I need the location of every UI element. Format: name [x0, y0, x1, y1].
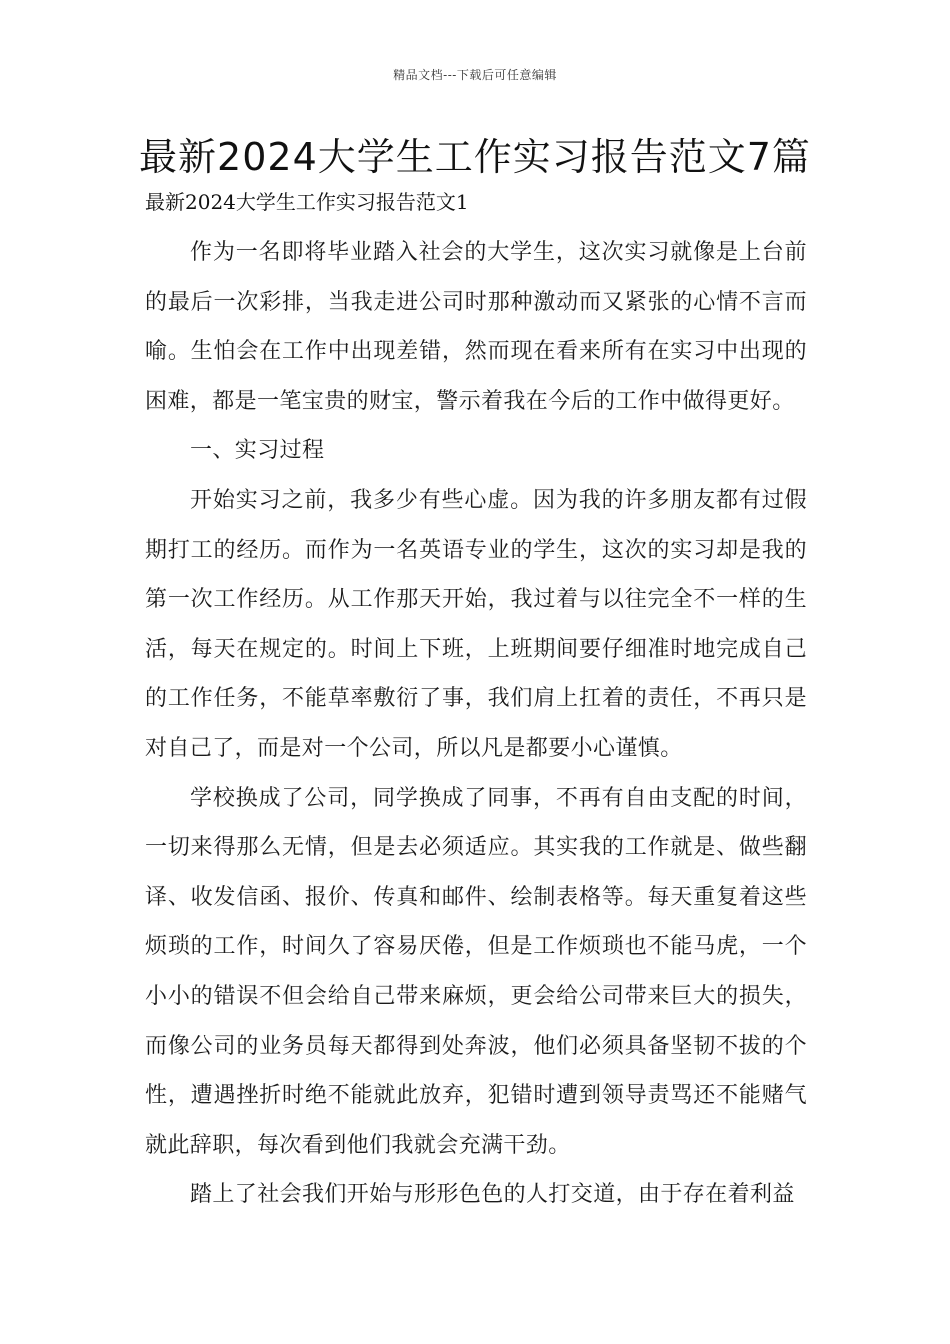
section-heading-process: 一、实习过程 — [190, 438, 325, 464]
header-note: 精品文档---下载后可任意编辑 — [393, 68, 557, 82]
document-title: 最新2024大学生工作实习报告范文7篇 — [139, 135, 811, 179]
document-body — [145, 228, 807, 1220]
paragraph-intro: 作为一名即将毕业踏入社会的大学生，这次实习就像是上台前的最后一次彩排，当我走进公司时那种激动而又紧张的心情不言而喻。生怕会在工作中出现差错，然而现在看来所有在实习中出现的困难，都是一笔宝贵的财宝，警示着我在今后的工作中做得更好。 — [145, 240, 807, 414]
document-subtitle: 最新2024大学生工作实习报告范文1 — [145, 190, 469, 214]
paragraph-society: 踏上了社会我们开始与形形色色的人打交道，由于存在着利益 — [190, 1182, 795, 1208]
paragraph-school-to-company: 学校换成了公司，同学换成了同事，不再有自由支配的时间，一切来得那么无情，但是去必须适应。其实我的工作就是、做些翻译、收发信函、报价、传真和邮件、绘制表格等。每天重复着这些烦琐的工作，时间久了容易厌倦，但是工作烦琐也不能马虎，一个小小的错误不但会给自己带来麻烦，更会给公司带来巨大的损失，而像公司的业务员每天都得到处奔波，他们必须具备坚韧不拔的个性，遭遇挫折时绝不能就此放弃，犯错时遭到领导责骂还不能赌气就此辞职，每次看到他们我就会充满干劲。 — [145, 785, 807, 1158]
paragraph-before-internship: 开始实习之前，我多少有些心虚。因为我的许多朋友都有过假期打工的经历。而作为一名英语专业的学生，这次的实习却是我的第一次工作经历。从工作那天开始，我过着与以往完全不一样的生活，每天在规定的。时间上下班，上班期间要仔细准时地完成自己的工作任务，不能草率敷衍了事，我们肩上扛着的责任，不再只是对自己了，而是对一个公司，所以凡是都要小心谨慎。 — [145, 487, 807, 761]
